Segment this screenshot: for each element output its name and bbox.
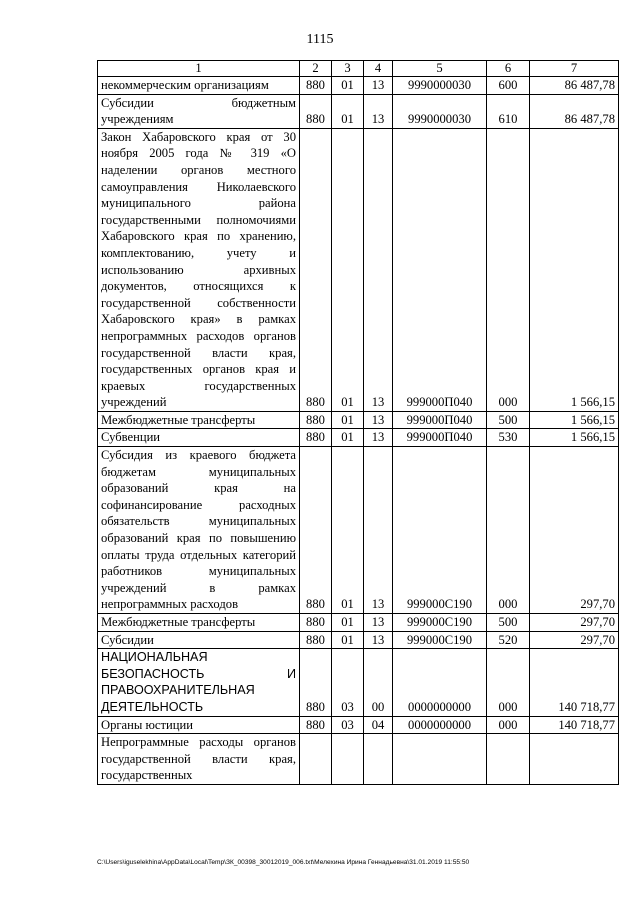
- header-col-1: 1: [98, 61, 300, 77]
- row-col-7: 140 718,77: [530, 716, 619, 734]
- row-col-7: 297,70: [530, 631, 619, 649]
- row-col-6: 500: [487, 411, 530, 429]
- row-col-5: 999000С190: [393, 631, 487, 649]
- row-col-3: [332, 734, 364, 785]
- row-col-4: 13: [364, 94, 393, 128]
- table-row: [98, 734, 619, 785]
- row-col-2: 880: [300, 94, 332, 128]
- row-name: некоммерческим организациям: [98, 77, 300, 95]
- row-col-6: [487, 734, 530, 785]
- footer-file-path: C:\Users\iguselekhina\AppData\Local\Temp\ЗК_00398_30012019_006.txt\Мелехина Ирина Геннадьевна\31.01.2019 11:55:50: [97, 859, 470, 866]
- row-col-4: 13: [364, 631, 393, 649]
- table-row: [98, 716, 619, 734]
- header-col-4: 4: [364, 61, 393, 77]
- row-col-5: 9990000030: [393, 94, 487, 128]
- row-col-2: 880: [300, 716, 332, 734]
- table-row: [98, 649, 619, 716]
- row-col-6: 000: [487, 447, 530, 614]
- row-col-6: 000: [487, 716, 530, 734]
- budget-table: [97, 60, 619, 785]
- row-col-6: 000: [487, 128, 530, 411]
- row-col-2: 880: [300, 631, 332, 649]
- row-col-7: 1 566,15: [530, 128, 619, 411]
- row-name: Межбюджетные трансферты: [98, 411, 300, 429]
- page-number: 1115: [306, 32, 334, 47]
- row-col-4: 13: [364, 411, 393, 429]
- row-col-5: 0000000000: [393, 649, 487, 716]
- row-col-7: 140 718,77: [530, 649, 619, 716]
- row-col-5: 0000000000: [393, 716, 487, 734]
- row-col-5: 999000П040: [393, 128, 487, 411]
- row-col-3: 01: [332, 631, 364, 649]
- row-col-7: 1 566,15: [530, 411, 619, 429]
- table-row: [98, 429, 619, 447]
- header-col-5: 5: [393, 61, 487, 77]
- row-col-3: 03: [332, 716, 364, 734]
- row-col-7: 86 487,78: [530, 94, 619, 128]
- row-col-4: 13: [364, 614, 393, 632]
- row-col-6: 530: [487, 429, 530, 447]
- row-name: Органы юстиции: [98, 716, 300, 734]
- row-col-5: [393, 734, 487, 785]
- row-col-7: [530, 734, 619, 785]
- row-col-6: 610: [487, 94, 530, 128]
- row-col-3: 01: [332, 128, 364, 411]
- section-name: НАЦИОНАЛЬНАЯ БЕЗОПАСНОСТЬ И ПРАВООХРАНИТЕЛЬНАЯ ДЕЯТЕЛЬНОСТЬ: [98, 649, 300, 716]
- row-col-6: 600: [487, 77, 530, 95]
- row-name: Межбюджетные трансферты: [98, 614, 300, 632]
- row-col-3: 01: [332, 77, 364, 95]
- row-col-2: 880: [300, 429, 332, 447]
- row-col-7: 297,70: [530, 614, 619, 632]
- row-col-7: 1 566,15: [530, 429, 619, 447]
- row-col-4: 13: [364, 128, 393, 411]
- row-name: Субсидии бюджетным учреждениям: [98, 94, 300, 128]
- table-row: [98, 447, 619, 614]
- row-col-2: 880: [300, 614, 332, 632]
- header-col-3: 3: [332, 61, 364, 77]
- row-col-6: 520: [487, 631, 530, 649]
- row-col-2: 880: [300, 128, 332, 411]
- row-name: Субвенции: [98, 429, 300, 447]
- row-name: Закон Хабаровского края от 30 ноября 2005 года № 319 «О наделении органов местного самоуправления Николаевского муниципального района государственными полномочиями Хабаровского края по хранению, комплектованию, учету и использованию архивных документов, относящихся к государственной собственности Хабаровского края» в рамках непрограммных расходов органов государственной власти края, государственных органов края и краевых государственных учреждений: [98, 128, 300, 411]
- table-row: [98, 94, 619, 128]
- row-col-2: 880: [300, 447, 332, 614]
- row-col-5: 999000С190: [393, 614, 487, 632]
- row-col-2: 880: [300, 649, 332, 716]
- table-row: [98, 614, 619, 632]
- row-name: Субсидия из краевого бюджета бюджетам муниципальных образований края на софинансирование расходных обязательств муниципальных образований края по повышению оплаты труда отдельных категорий работников муниципальных учреждений в рамках непрограммных расходов: [98, 447, 300, 614]
- table-header-row: [98, 61, 619, 77]
- row-col-3: 01: [332, 614, 364, 632]
- row-col-4: [364, 734, 393, 785]
- row-col-3: 01: [332, 94, 364, 128]
- row-col-4: 04: [364, 716, 393, 734]
- header-col-2: 2: [300, 61, 332, 77]
- row-col-5: 999000П040: [393, 411, 487, 429]
- row-col-4: 13: [364, 447, 393, 614]
- row-col-3: 01: [332, 447, 364, 614]
- row-col-3: 01: [332, 429, 364, 447]
- row-col-7: 86 487,78: [530, 77, 619, 95]
- row-col-2: 880: [300, 77, 332, 95]
- table-row: [98, 411, 619, 429]
- row-col-4: 00: [364, 649, 393, 716]
- row-col-3: 01: [332, 411, 364, 429]
- table-row: [98, 128, 619, 411]
- table-row: [98, 77, 619, 95]
- header-col-7: 7: [530, 61, 619, 77]
- row-col-5: 999000С190: [393, 447, 487, 614]
- row-col-2: 880: [300, 411, 332, 429]
- row-col-5: 999000П040: [393, 429, 487, 447]
- row-col-6: 000: [487, 649, 530, 716]
- row-col-3: 03: [332, 649, 364, 716]
- row-name: Непрограммные расходы органов государственной власти края, государственных: [98, 734, 300, 785]
- table-row: [98, 631, 619, 649]
- row-name: Субсидии: [98, 631, 300, 649]
- row-col-5: 9990000030: [393, 77, 487, 95]
- header-col-6: 6: [487, 61, 530, 77]
- row-col-2: [300, 734, 332, 785]
- row-col-6: 500: [487, 614, 530, 632]
- row-col-4: 13: [364, 77, 393, 95]
- row-col-7: 297,70: [530, 447, 619, 614]
- row-col-4: 13: [364, 429, 393, 447]
